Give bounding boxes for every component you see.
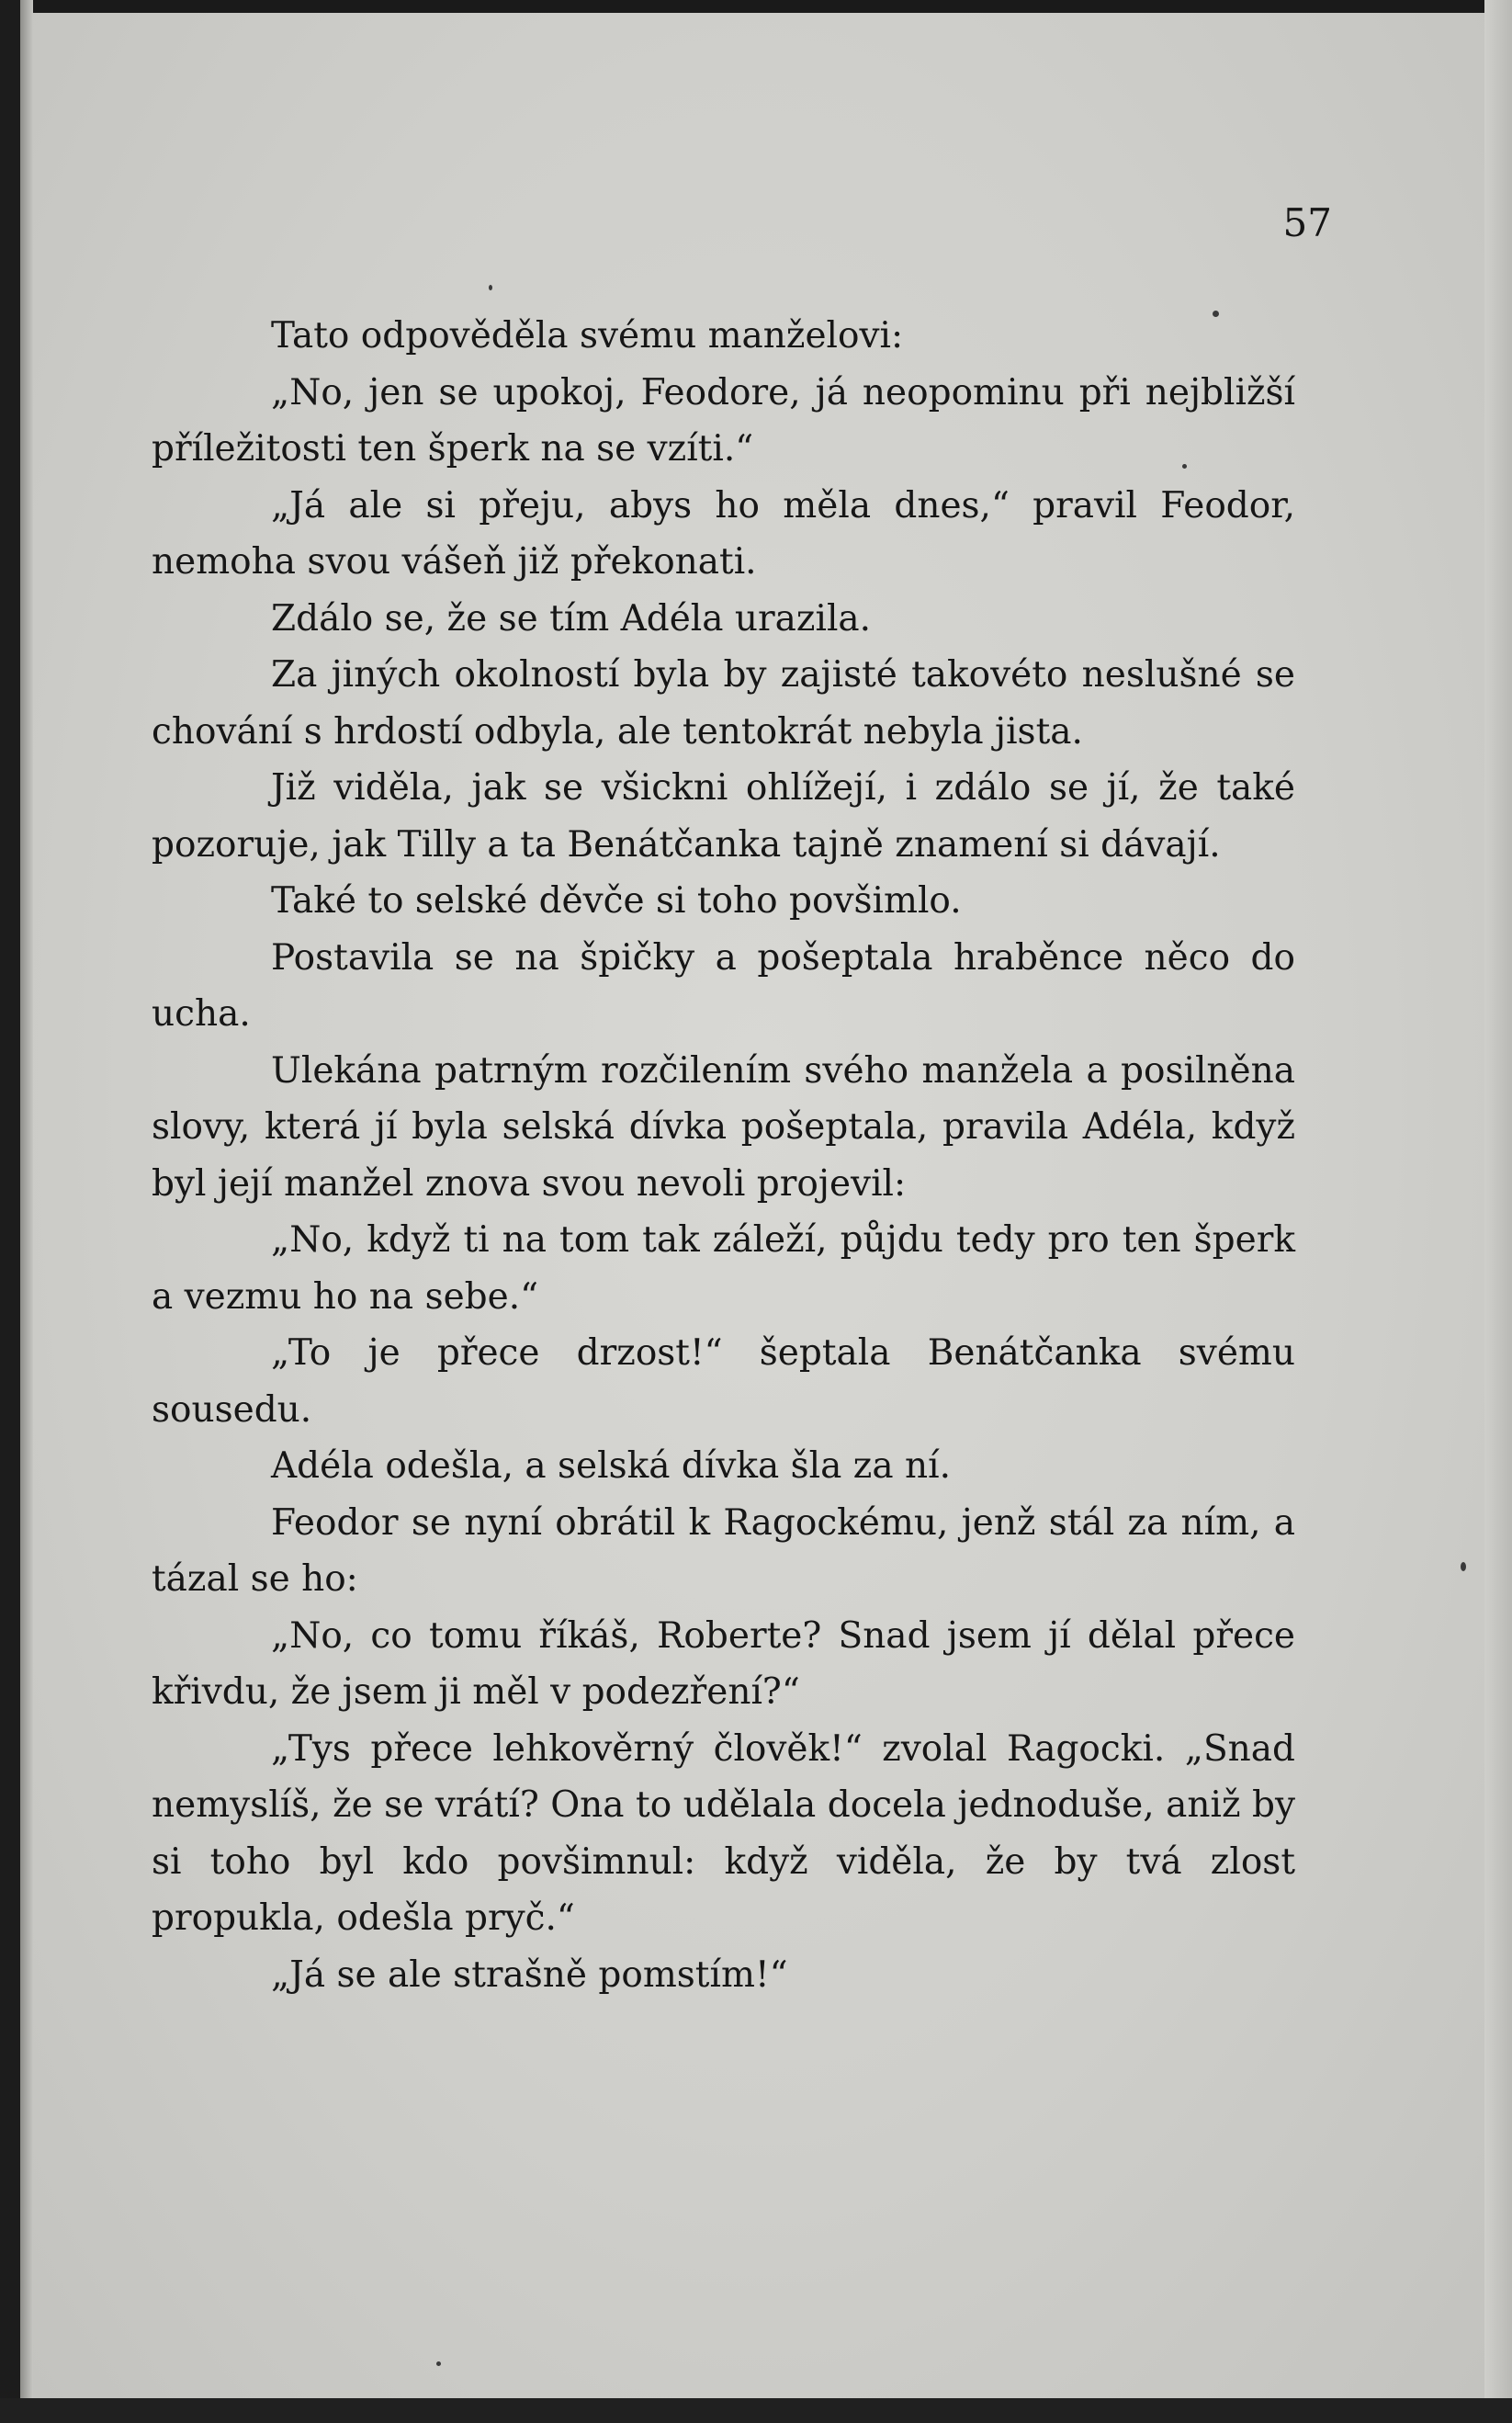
paragraph: Feodor se nyní obrátil k Ragockému, jenž stál za ním, a tázal se ho: xyxy=(152,1501,1295,1600)
paragraph: „No, jen se upokoj, Feodore, já neopominu při nejbližší příležitosti ten šperk na se vzíti.“ xyxy=(152,371,1295,470)
page-number: 57 xyxy=(1282,200,1332,245)
paragraph: „Já ale si přeju, abys ho měla dnes,“ pravil Feodor, nemoha svou vášeň již překonati. xyxy=(152,484,1295,583)
scan-speck xyxy=(1461,1562,1466,1571)
paragraph: „To je přece drzost!“ šeptala Benátčanka svému sousedu. xyxy=(152,1332,1295,1431)
paragraph: „Tys přece lehkověrný člověk!“ zvolal Ragocki. „Snad nemyslíš, že se vrátí? Ona to udělala docela jednoduše, aniž by si toho byl kdo povšimnul: když viděla, že by tvá zlost propukla, odešla pryč.“ xyxy=(152,1727,1295,1939)
scan-speck xyxy=(436,2361,441,2366)
page-gutter-shadow xyxy=(20,0,33,2423)
paragraph: Postavila se na špičky a pošeptala hraběnce něco do ucha. xyxy=(152,936,1295,1035)
paragraph: Také to selské děvče si toho povšimlo. xyxy=(271,880,962,922)
paragraph: Ulekána patrným rozčilením svého manžela a posilněna slovy, která jí byla selská dívka pošeptala, pravila Adéla, když byl její manžel znova svou nevoli projevil: xyxy=(152,1049,1295,1205)
scan-bottom-border xyxy=(0,2398,1512,2423)
paragraph: Tato odpověděla svému manželovi: xyxy=(271,315,904,357)
scan-speck xyxy=(489,285,492,290)
paragraph: Již viděla, jak se všickni ohlížejí, i zdálo se jí, že také pozoruje, jak Tilly a ta Benátčanka tajně znamení si dávají. xyxy=(152,767,1295,866)
scan-left-border xyxy=(0,0,20,2423)
paragraph: Adéla odešla, a selská dívka šla za ní. xyxy=(271,1445,951,1487)
body-text xyxy=(152,308,1295,2003)
paragraph: Za jiných okolností byla by zajisté takovéto neslušné se chování s hrdostí odbyla, ale tentokrát nebyla jista. xyxy=(152,654,1295,753)
paragraph: „No, co tomu říkáš, Roberte? Snad jsem jí dělal přece křivdu, že jsem ji měl v podezření?“ xyxy=(152,1614,1295,1713)
page-right-edge xyxy=(1484,0,1512,2423)
paragraph: Zdálo se, že se tím Adéla urazila. xyxy=(271,597,872,640)
paragraph: „No, když ti na tom tak záleží, půjdu tedy pro ten šperk a vezmu ho na sebe.“ xyxy=(152,1219,1295,1318)
scan-top-border xyxy=(0,0,1512,13)
paragraph: „Já se ale strašně pomstím!“ xyxy=(271,1953,788,1996)
